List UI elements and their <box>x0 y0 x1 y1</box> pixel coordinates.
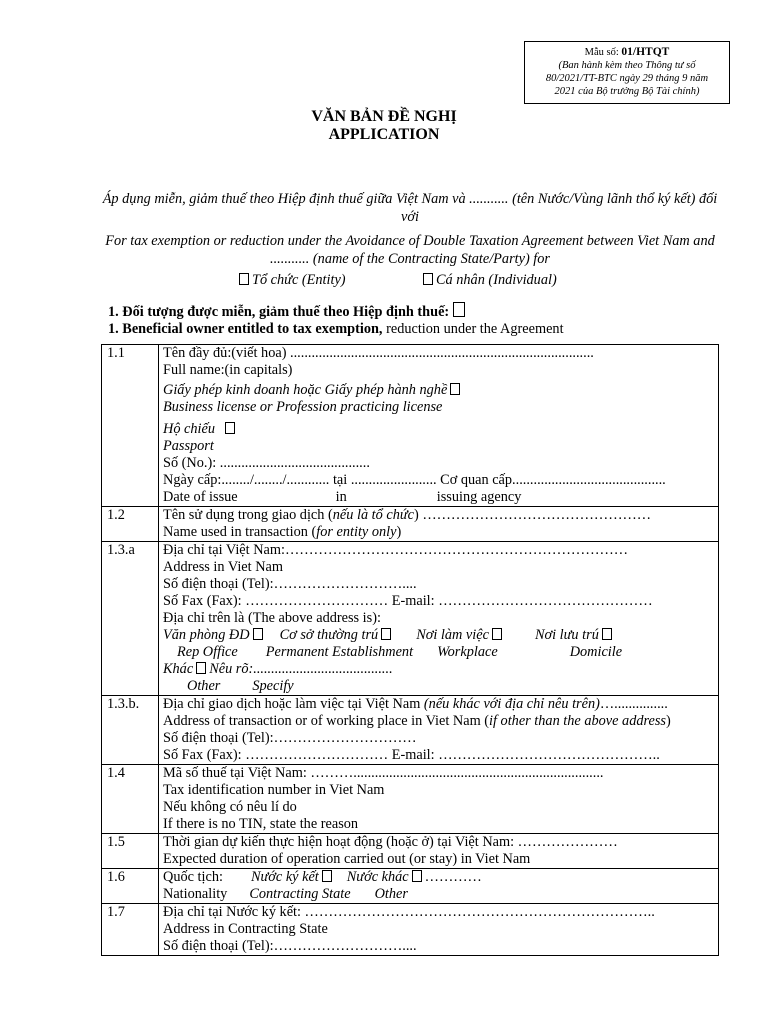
tax-id-label-en: Tax identification number in Viet Nam <box>163 782 385 798</box>
row-number: 1.7 <box>102 904 159 956</box>
other-address-line: Khác Nêu rõ:....................................... <box>163 661 393 677</box>
document-number-field[interactable]: Số (No.): .......................................... <box>163 455 370 471</box>
full-name-label-en: Full name:(in capitals) <box>163 362 293 378</box>
document-title-en: APPLICATION <box>328 126 440 143</box>
form-note-line3: 2021 của Bộ trưởng Bộ Tài chính) <box>554 86 700 97</box>
section1-heading-vi: 1. Đối tượng được miễn, giảm thuế theo Hiệp định thuế: <box>108 302 465 321</box>
section1-heading-en: 1. Beneficial owner entitled to tax exemption, reduction under the Agreement <box>108 321 564 337</box>
contracting-state-address-label-en: Address in Contracting State <box>163 921 328 937</box>
vn-address-label-en: Address in Viet Nam <box>163 559 283 575</box>
checkbox-entity[interactable] <box>239 273 249 285</box>
intro-vi: Áp dụng miễn, giảm thuế theo Hiệp định thuế giữa Việt Nam và ........... (tên Nước/Vùng lãnh thổ ký kết) đối với <box>102 191 718 225</box>
phone-field[interactable]: Số điện thoại (Tel):……………………….... <box>163 576 417 592</box>
checkbox-passport[interactable] <box>225 422 235 434</box>
table-row <box>102 507 719 542</box>
transaction-address-field[interactable]: Địa chỉ giao dịch hoặc làm việc tại Việt Nam (nếu khác với địa chỉ nêu trên)…............... <box>163 696 668 712</box>
form-note-line2: 80/2021/TT-BTC ngày 29 tháng 9 năm <box>545 73 709 84</box>
checkbox-workplace[interactable] <box>492 628 502 640</box>
intro-en: For tax exemption or reduction under the Avoidance of Double Taxation Agreement between Viet Nam and ........... (name of the Contracting State/Party) for <box>105 233 715 267</box>
row-number: 1.6 <box>102 869 159 904</box>
form-code: Mẫu số: 01/HTQT <box>584 46 670 58</box>
no-tin-reason-label-en: If there is no TIN, state the reason <box>163 816 359 832</box>
beneficial-owner-table <box>101 344 719 956</box>
row-content <box>159 696 719 765</box>
other-address-label-en: Other Specify <box>187 678 294 694</box>
business-license-label-en: Business license or Profession practicing license <box>163 399 443 415</box>
row-content <box>159 345 719 507</box>
tax-id-field[interactable]: Mã số thuế tại Việt Nam: ………...................................................................... <box>163 765 604 781</box>
checkbox-individual[interactable] <box>423 273 433 285</box>
row-content <box>159 507 719 542</box>
checkbox-other-state[interactable] <box>412 870 422 882</box>
table-row <box>102 345 719 507</box>
table-row <box>102 869 719 904</box>
checkbox-permanent-establishment[interactable] <box>381 628 391 640</box>
business-license-line: Giấy phép kinh doanh hoặc Giấy phép hành nghề <box>163 382 714 399</box>
row-content <box>159 869 719 904</box>
nationality-line: Quốc tịch: Nước ký kết Nước khác ………… <box>163 869 482 885</box>
duration-label-en: Expected duration of operation carried out (or stay) in Viet Nam <box>163 851 531 867</box>
table-row <box>102 765 719 834</box>
checkbox-contracting-state[interactable] <box>322 870 332 882</box>
fax-email-field[interactable]: Số Fax (Fax): ………………………… E-mail: ……………………………………… <box>163 593 653 609</box>
row-number: 1.1 <box>102 345 159 507</box>
row-number: 1.3.b. <box>102 696 159 765</box>
form-code-box <box>524 41 730 104</box>
transaction-name-label-en: Name used in transaction (for entity only) <box>163 524 402 540</box>
form-note-line1: (Ban hành kèm theo Thông tư số <box>558 60 696 71</box>
row-number: 1.3.a <box>102 542 159 696</box>
row-content <box>159 542 719 696</box>
checkbox-domicile[interactable] <box>602 628 612 640</box>
row-number: 1.2 <box>102 507 159 542</box>
transaction-address-label-en: Address of transaction or of working place in Viet Nam (if other than the above address) <box>163 713 671 729</box>
vn-address-field[interactable]: Địa chỉ tại Việt Nam:……………………………………………………………… <box>163 542 629 558</box>
contracting-state-address-field[interactable]: Địa chỉ tại Nước ký kết: ……………………………………………………………….. <box>163 904 655 920</box>
address-type-label: Địa chỉ trên là (The above address is): <box>163 610 381 626</box>
other-state-field[interactable]: ………… <box>424 869 482 885</box>
address-type-options-vi: Văn phòng ĐD Cơ sở thường trú Nơi làm việc Nơi lưu trú <box>163 627 714 644</box>
choice-entity[interactable]: Tổ chức (Entity) <box>236 271 346 289</box>
choice-individual[interactable]: Cá nhân (Individual) <box>420 271 557 289</box>
table-row <box>102 904 719 956</box>
table-row <box>102 542 719 696</box>
fax-email-field[interactable]: Số Fax (Fax): ………………………… E-mail: ……………………………………….. <box>163 747 660 763</box>
transaction-name-field[interactable]: Tên sử dụng trong giao dịch (nếu là tổ chức) ………………………………………… <box>163 507 652 523</box>
issue-date-place-field[interactable]: Ngày cấp:......../......../............ tại ........................ Cơ quan cấp........................................... <box>163 472 666 488</box>
row-content <box>159 765 719 834</box>
address-type-options-en: Rep Office Permanent Establishment Workplace Domicile <box>177 644 623 660</box>
phone-field[interactable]: Số điện thoại (Tel):………………………… <box>163 730 417 746</box>
row-content <box>159 904 719 956</box>
table-row <box>102 696 719 765</box>
full-name-field[interactable]: Tên đầy đủ:(viết hoa) ..................................................................................... <box>163 345 594 361</box>
checkbox-business-license[interactable] <box>450 383 460 395</box>
nationality-label-en: Nationality Contracting State Other <box>163 886 408 902</box>
row-number: 1.4 <box>102 765 159 834</box>
issue-labels-en: Date of issue in issuing agency <box>163 489 522 505</box>
no-tin-reason-field[interactable]: Nếu không có nêu lí do <box>163 799 297 815</box>
row-content <box>159 834 719 869</box>
checkbox-rep-office[interactable] <box>253 628 263 640</box>
section1-checkbox[interactable] <box>453 302 465 317</box>
duration-field[interactable]: Thời gian dự kiến thực hiện hoạt động (hoặc ở) tại Việt Nam: ………………… <box>163 834 618 850</box>
passport-label-en: Passport <box>163 438 214 454</box>
document-title-vi: VĂN BẢN ĐỀ NGHỊ <box>311 108 457 125</box>
table-row <box>102 834 719 869</box>
passport-line: Hộ chiếu <box>163 421 714 438</box>
row-number: 1.5 <box>102 834 159 869</box>
phone-field[interactable]: Số điện thoại (Tel):……………………….... <box>163 938 417 954</box>
checkbox-other-address[interactable] <box>196 662 206 674</box>
